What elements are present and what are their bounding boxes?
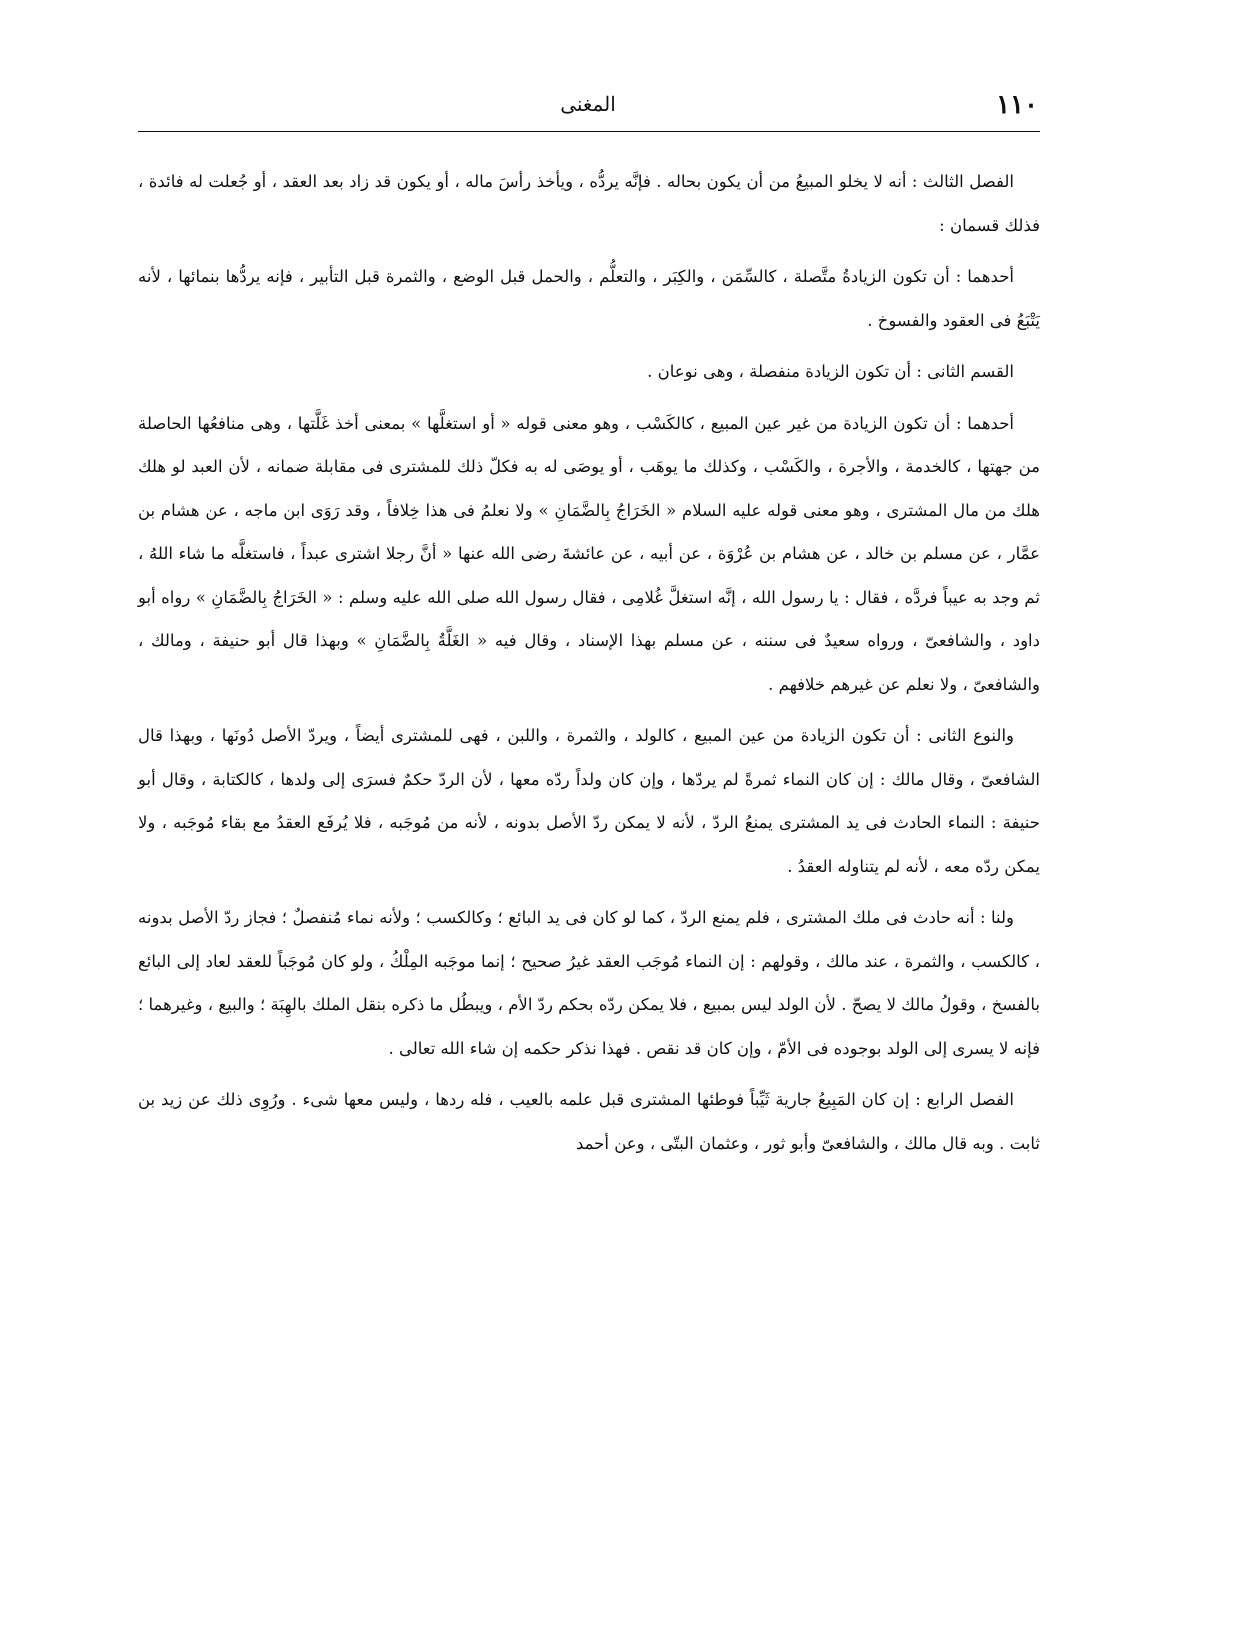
- header-divider: [138, 131, 1040, 132]
- page-header: [138, 86, 1038, 126]
- paragraph: أحدهما : أن تكون الزيادةُ متَّصلة ، كالسِّمَن ، والكِبَر ، والتعلُّم ، والحمل قبل الوضع ، والثمرة قبل التأبير ، فإنه يردُّها بنمائها ، لأنه يَتْبَعُ فى العقود والفسوخ .: [138, 267, 1040, 330]
- page-number: ١١٠: [996, 90, 1038, 120]
- paragraph: الفصل الثالث : أنه لا يخلو المبيعُ من أن يكون بحاله . فإنَّه يردُّه ، ويأخذ رأسَ ماله ، أو يكون قد زاد بعد العقد ، أو جُعلت له فائدة ، فذلك قسمان :: [138, 172, 1040, 235]
- body-text: [138, 160, 1040, 1173]
- paragraph: ولنا : أنه حادث فى ملك المشترى ، فلم يمنع الردّ ، كما لو كان فى يد البائع ؛ وكالكسب ؛ ولأنه نماء مُنفصلٌ ؛ فجاز ردّ الأصل بدونه ، كالكسب ، والثمرة ، عند مالك ، وقولهم : إن النماء مُوجَب العقد غيرُ صحيح ؛ إنما موجَبه المِلْكُ ، ولو كان مُوجَباً للعقد لعاد إلى البائع بالفسخ ، وقولُ مالك لا يصحّ . لأن الولد ليس بمبيع ، فلا يمكن ردّه بحكم ردّ الأم ، ويبطُل ما ذكره بنقل الملك بالهِبَة ؛ والبيع ، وغيرهما ؛ فإنه لا يسرى إلى الولد بوجوده فى الأمّ ، وإن كان قد نقص . فهذا نذكر حكمه إن شاء الله تعالى .: [138, 908, 1040, 1058]
- running-title: المغنى: [560, 92, 616, 116]
- paragraph: القسم الثانى : أن تكون الزيادة منفصلة ، وهى نوعان .: [647, 362, 1014, 381]
- paragraph: الفصل الرابع : إن كان المَبِيعُ جارية ثَيِّباً فوطئها المشترى قبل علمه بالعيب ، فله ردها ، وليس معها شىء . ورُوِى ذلك عن زيد بن ثابت . وبه قال مالك ، والشافعىّ وأبو ثور ، وعثمان البتّى ، وعن أحمد: [138, 1090, 1040, 1153]
- paragraph: أحدهما : أن تكون الزيادة من غير عين المبيع ، كالكَسْب ، وهو معنى قوله « أو استغلَّها » بمعنى أخذ غَلَّتها ، وهى منافعُها الحاصلة من جهتها ، كالخدمة ، والأجرة ، والكَسْب ، وكذلك ما يوهَب ، أو يوصَى له به فكلّ ذلك للمشترى فى مقابلة ضمانه ، لأن العبد لو هلك هلك من مال المشترى ، وهو معنى قوله عليه السلام « الخَرَاجُ بِالضَّمَانِ » ولا نعلمُ فى هذا خِلافاً ، وقد رَوَى ابن ماجه ، عن هشام بن عمَّار ، عن مسلم بن خالد ، عن هشام بن عُرْوَة ، عن أبيه ، عن عائشةَ رضى الله عنها « أنَّ رجلا اشترى عبداً ، فاستغلَّه ما شاء اللهُ ، ثم وجد به عيباً فردَّه ، فقال : يا رسول الله ، إنَّه استغلَّ غُلامِى ، فقال رسول الله صلى الله عليه وسلم : « الخَرَاجُ بِالضَّمَانِ » رواه أبو داود ، والشافعىّ ، ورواه سعيدٌ فى سننه ، عن مسلم بهذا الإسناد ، وقال فيه « الغَلَّةُ بِالضَّمَانِ » وبهذا قال أبو حنيفة ، ومالك ، والشافعىّ ، ولا نعلم عن غيرهم خلافهم .: [138, 413, 1040, 694]
- paragraph: والنوع الثانى : أن تكون الزيادة من عين المبيع ، كالولد ، والثمرة ، واللبن ، فهى للمشترى أيضاً ، ويردّ الأصل دُونَها ، وبهذا قال الشافعىّ ، وقال مالك : إن كان النماء ثمرةً لم يردّها ، وإن كان ولداً ردّه معها ، لأن الردّ حكمٌ فسرَى إلى ولدها ، كالكتابة ، وقال أبو حنيفة : النماء الحادث فى يد المشترى يمنعُ الردّ ، لأنه لا يمكن ردّ الأصل بدونه ، لأنه من مُوجَبه ، فلا يُرفَع العقدُ مع بقاء مُوجَبه ، ولا يمكن ردّه معه ، لأنه لم يتناوله العقدُ .: [138, 726, 1040, 876]
